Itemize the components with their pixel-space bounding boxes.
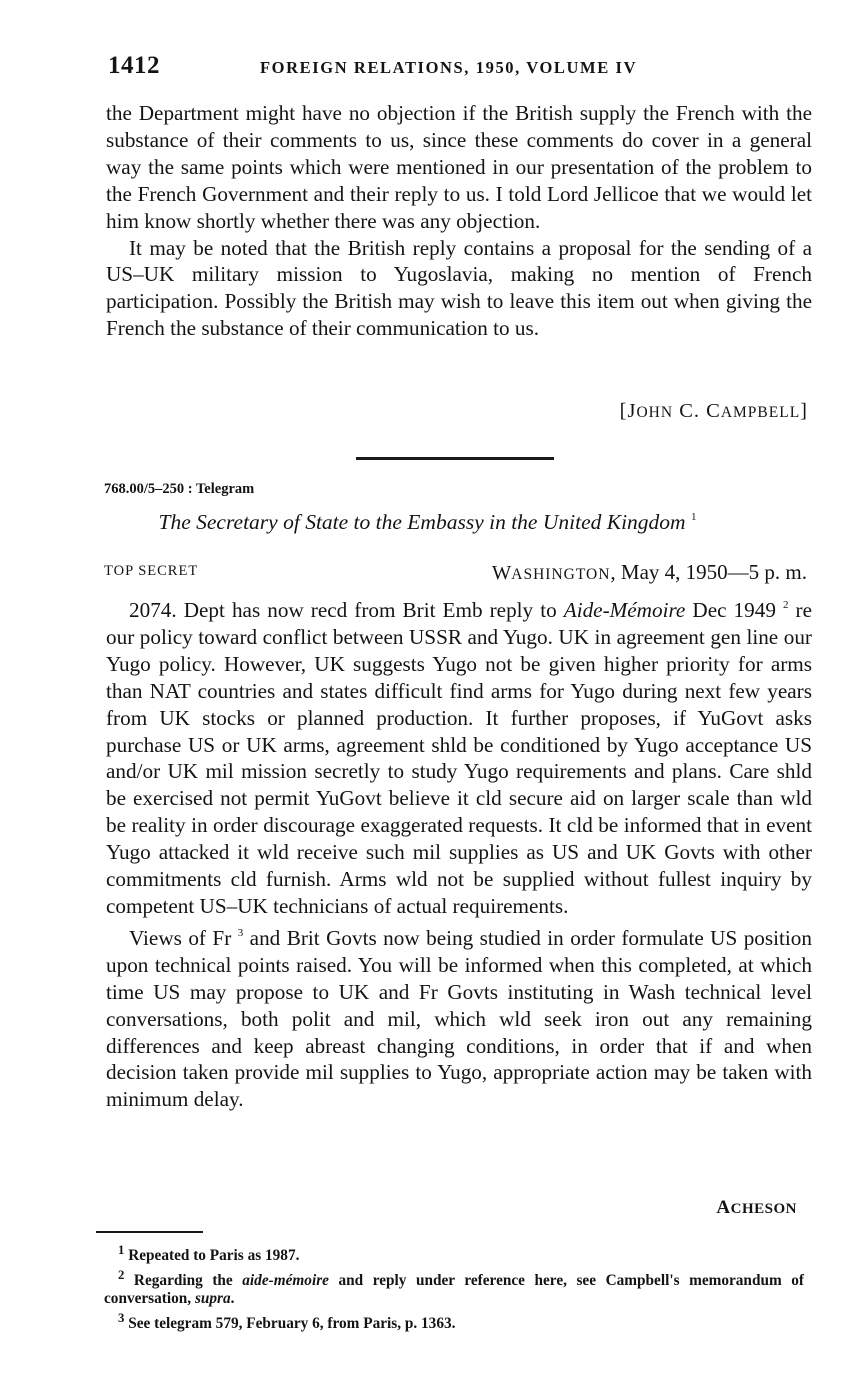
telegram-body [106,592,812,1113]
telegram-signature: ACHESON [716,1197,797,1218]
document-title: The Secretary of State to the Embassy in the United Kingdom $^1$ [158,510,697,534]
telegram-paragraph-2: Views of Fr $^3$ and Brit Govts now being studied in order formulate US position upon technical points raised. You will be informed when this completed, at which time US may propose to UK and Fr Govts instituting in Wash technical level conversations, both polit and mil, which wld seek iron out any remaining differences and keep abreast changing conditions, in order that if and when decision taken provide mil supplies to Yugo, appropriate action may be taken with minimum delay. [106,925,812,1112]
classification-label: TOP SECRET [104,563,199,579]
footnote-marker-2: 2 [783,599,789,611]
memo-paragraph-1: the Department might have no objection if the British supply the French with the substance of their comments to us, since these comments do cover in a general way the same points which were mentioned in our presentation of the problem to the French Government and their reply to us. I told Lord Jellicoe that we would let him know shortly whether there was any objection. [106,101,812,233]
footnotes [104,1241,804,1334]
page-number: 1412 [108,52,160,79]
footnote-2: $^2$ Regarding the aide-mémoire and reply under reference here, see Campbell's memorandum of conversation, supra. [104,1267,804,1308]
running-head: FOREIGN RELATIONS, 1950, VOLUME IV [260,58,638,77]
memo-paragraph-2: It may be noted that the British reply contains a proposal for the sending of a US–UK military mission to Yugoslavia, making no mention of French participation. Possibly the British may wish to leave this item out when giving the French the substance of their communication to us. [106,235,812,341]
page-header [108,52,808,82]
footnote-3: $^3$ See telegram 579, February 6, from Paris, p. 1363. [118,1310,456,1333]
footnote-marker-1: 1 [690,511,697,523]
footnote-1: $^1$ Repeated to Paris as 1987. [118,1243,300,1265]
memo-signature: [JOHN C. CAMPBELL] [619,400,808,422]
telegram-paragraph-1: 2074. Dept has now recd from Brit Emb reply to Aide-Mémoire Dec 1949 $^2$ re our policy toward conflict between USSR and Yugo. UK in agreement gen line our Yugo policy. However, UK suggests Yugo not be given higher priority for arms than NAT countries and states difficult find arms for Yugo during next few years from UK stocks or planned production. It further proposes, if YuGovt asks purchase US or UK arms, agreement shld be conditioned by Yugo acceptance US and/or UK mil mission secretly to study Yugo requirements and plans. Care shld be exercised not permit YuGovt believe it cld secure aid on larger scale than wld be reality in order discourage exaggerated requests. It cld be informed that in event Yugo attacked it wld receive such mil supplies as US and UK Govts with other commitments cld furnish. Arms wld not be supplied without fullest inquiry by competent US–UK technicians of actual requirements. [106,598,813,918]
memo-continuation [106,100,812,342]
footnote-marker-3: 3 [237,926,244,939]
footnote-rule [96,1231,203,1233]
dateline: WASHINGTON, May 4, 1950—5 p. m. [491,560,807,584]
section-divider [356,457,554,460]
file-reference: 768.00/5–250 : Telegram [104,481,255,497]
